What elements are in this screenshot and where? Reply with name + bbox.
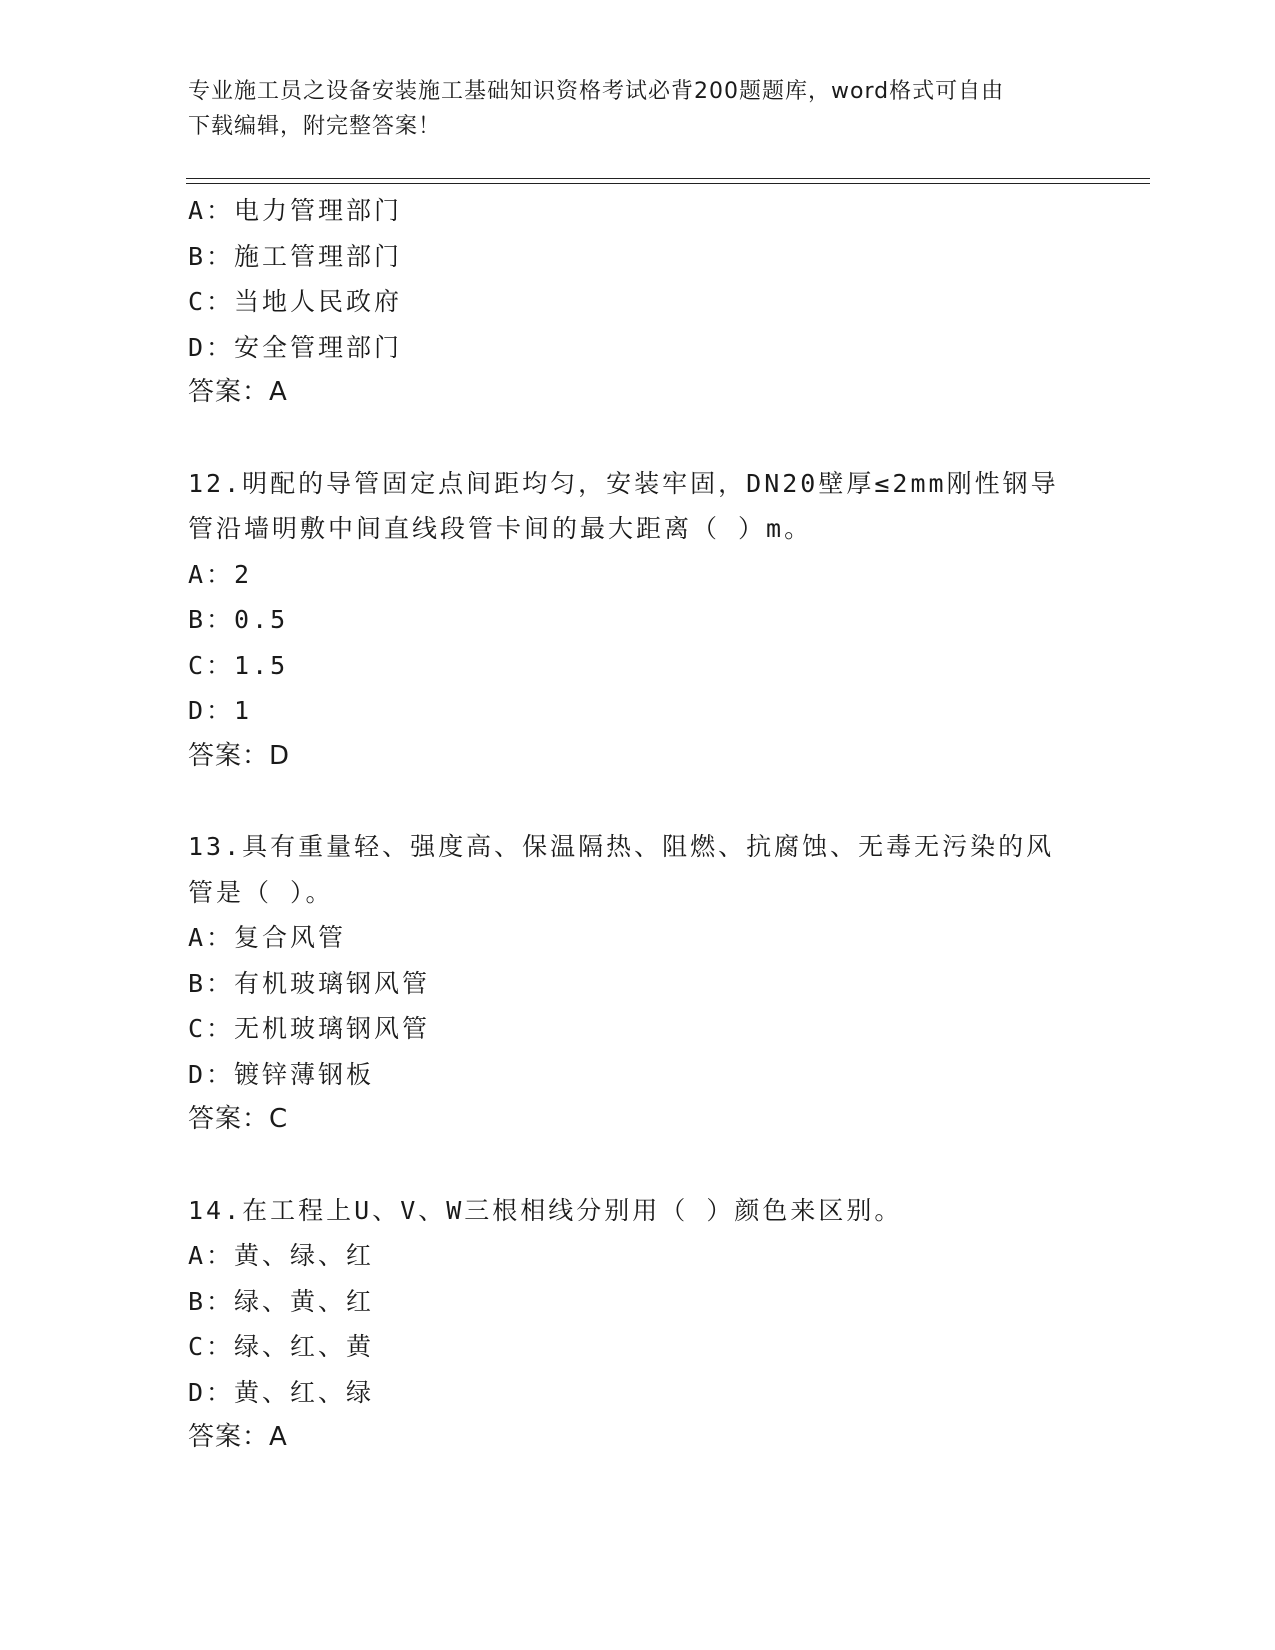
q12-stem-line-1: 12.明配的导管固定点间距均匀，安装牢固，DN20壁厚≤2mm刚性钢导 <box>188 468 1059 498</box>
question-13 <box>188 824 1088 1143</box>
q14-answer: 答案：A <box>188 1422 288 1452</box>
q13-option-c: C：无机玻璃钢风管 <box>188 1014 431 1043</box>
header-title-line-2: 下载编辑，附完整答案！ <box>188 114 442 139</box>
q11-option-d: D：安全管理部门 <box>188 332 403 362</box>
q13-answer: 答案：C <box>188 1104 289 1134</box>
spacer <box>188 1143 1088 1188</box>
question-14 <box>188 1188 1088 1461</box>
q12-option-b: B：0.5 <box>188 605 289 634</box>
q14-option-d: D：黄、红、绿 <box>188 1377 375 1407</box>
q11-option-b: B：施工管理部门 <box>188 241 403 271</box>
header-title-line-1: 专业施工员之设备安装施工基础知识资格考试必背200题题库，word格式可自由 <box>188 79 1005 104</box>
header-divider-top <box>186 178 1150 179</box>
document-header <box>188 74 1068 144</box>
q12-answer: 答案：D <box>188 740 291 771</box>
q13-option-b: B：有机玻璃钢风管 <box>188 968 431 998</box>
q14-option-b: B：绿、黄、红 <box>188 1286 375 1316</box>
question-11 <box>188 188 1088 416</box>
q12-option-d: D：1 <box>188 696 253 725</box>
q11-answer: 答案：A <box>188 377 288 407</box>
header-divider-bottom <box>186 183 1150 184</box>
q12-option-a: A：2 <box>188 559 253 589</box>
q12-option-c: C：1.5 <box>188 650 289 680</box>
spacer <box>188 416 1088 461</box>
q13-option-a: A：复合风管 <box>188 923 347 952</box>
q12-stem-line-2: 管沿墙明敷中间直线段管卡间的最大距离（ ）m。 <box>188 514 813 543</box>
q14-option-a: A：黄、绿、红 <box>188 1241 375 1270</box>
q13-stem-line-2: 管是（ ）。 <box>188 877 334 907</box>
q13-stem-line-1: 13.具有重量轻、强度高、保温隔热、阻燃、抗腐蚀、无毒无污染的风 <box>188 832 1055 861</box>
question-list <box>188 188 1088 1461</box>
question-12 <box>188 461 1088 780</box>
q11-option-c: C：当地人民政府 <box>188 287 403 316</box>
q14-stem-line-1: 14.在工程上U、V、W三根相线分别用（ ）颜色来区别。 <box>188 1195 903 1225</box>
q13-option-d: D：镀锌薄钢板 <box>188 1059 375 1089</box>
spacer <box>188 779 1088 824</box>
q11-option-a: A：电力管理部门 <box>188 196 403 225</box>
q14-option-c: C：绿、红、黄 <box>188 1332 375 1361</box>
